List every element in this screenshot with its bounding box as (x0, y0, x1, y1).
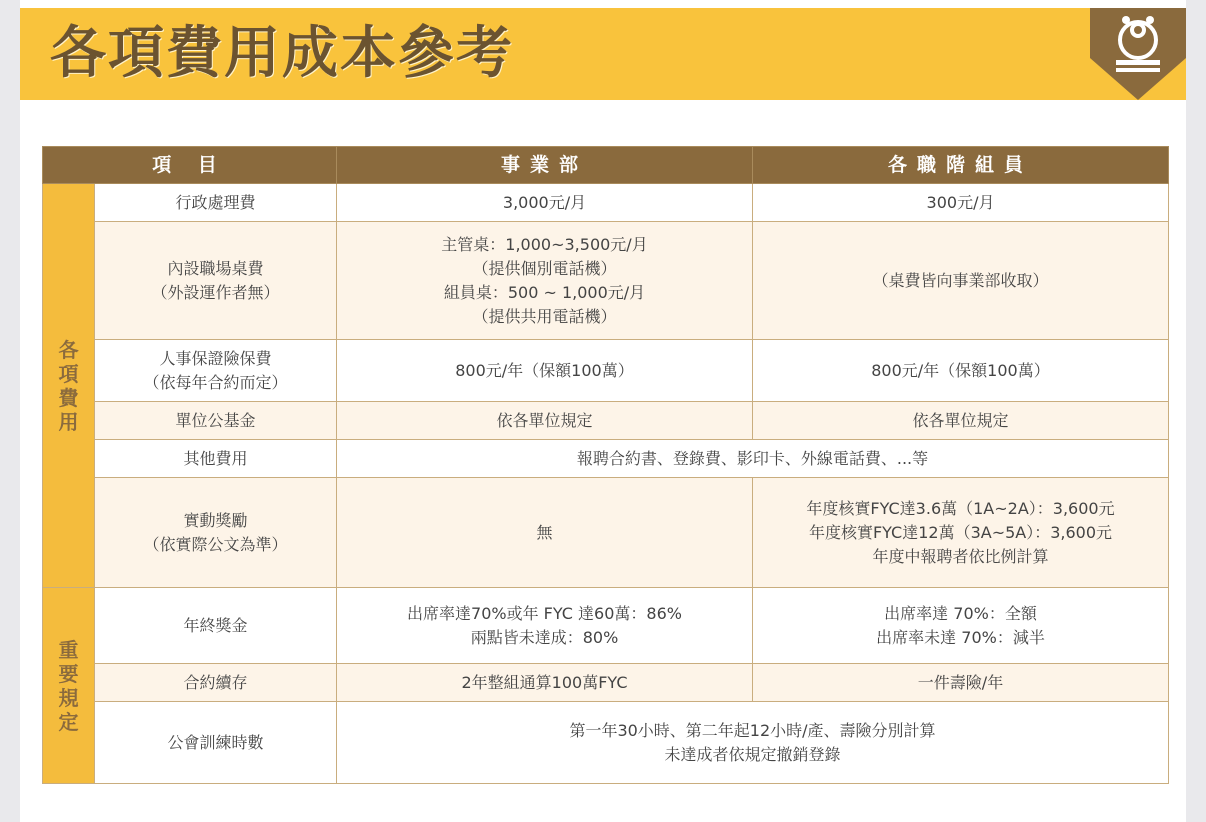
cell-text: 年度中報聘者依比例計算 (872, 546, 1049, 566)
dept-cell (337, 478, 753, 588)
table-row (43, 440, 1169, 478)
cell-text: 3,000元/月 (502, 192, 587, 212)
table-row (43, 664, 1169, 702)
table-row (43, 222, 1169, 340)
cell-text: 組員桌：500 ~ 1,000元/月 (443, 282, 646, 302)
cell-text: 年度核實FYC達12萬（3A~5A）：3,600元 (808, 522, 1113, 542)
cell-text: （依每年合約而定） (143, 372, 288, 392)
table-header-row (43, 147, 1169, 184)
cell-text: 出席率達 70%：全額 (884, 603, 1037, 623)
member-cell (753, 588, 1169, 664)
merged-cell (337, 440, 1169, 478)
cell-text: 一件壽險/年 (917, 672, 1004, 692)
cell-text: 主管桌：1,000~3,500元/月 (441, 234, 648, 254)
cell-text: （依實際公文為準） (143, 534, 288, 554)
dept-cell (337, 222, 753, 340)
group-char: 規 (58, 685, 79, 710)
member-cell (753, 664, 1169, 702)
table-row (43, 340, 1169, 402)
header-dept: 事業部 (337, 147, 753, 184)
member-cell (753, 340, 1169, 402)
item-cell (95, 664, 337, 702)
cell-text: （桌費皆向事業部收取） (872, 270, 1049, 290)
cell-text: 無 (536, 522, 553, 542)
item-cell (95, 588, 337, 664)
table-row (43, 478, 1169, 588)
table-row (43, 588, 1169, 664)
member-cell (753, 478, 1169, 588)
merged-cell (337, 702, 1169, 784)
cell-text: 其他費用 (183, 448, 248, 468)
group-char: 要 (58, 661, 79, 686)
table-row (43, 402, 1169, 440)
cell-text: 單位公基金 (175, 410, 256, 430)
cell-text: 合約續存 (183, 672, 248, 692)
group-char: 各 (58, 337, 79, 362)
cell-text: 報聘合約書、登錄費、影印卡、外線電話費、...等 (576, 448, 929, 468)
group-char: 用 (58, 409, 79, 434)
dept-cell (337, 340, 753, 402)
page (20, 0, 1186, 822)
item-cell (95, 440, 337, 478)
header-item: 項 目 (43, 147, 337, 184)
cell-text: 未達成者依規定撤銷登錄 (664, 744, 841, 764)
header-banner (20, 8, 1186, 100)
cell-text: 實動獎勵 (183, 510, 248, 530)
cell-text: 年終獎金 (183, 615, 248, 635)
group-char: 重 (58, 637, 79, 662)
cell-text: （提供共用電話機） (472, 306, 617, 326)
cell-text: 公會訓練時數 (167, 732, 264, 752)
member-cell (753, 222, 1169, 340)
cell-text: 300元/月 (926, 192, 995, 212)
item-cell (95, 402, 337, 440)
group-char: 費 (58, 385, 79, 410)
group-char: 定 (58, 709, 79, 734)
group-char: 項 (58, 361, 79, 386)
item-cell (95, 222, 337, 340)
cell-text: 出席率未達 70%：減半 (876, 627, 1045, 647)
cell-text: 800元/年（保額100萬） (871, 360, 1050, 380)
cell-text: 人事保證險保費 (159, 348, 272, 368)
item-cell (95, 478, 337, 588)
cell-text: 出席率達70%或年 FYC 達60萬：86% (407, 603, 682, 623)
member-cell (753, 184, 1169, 222)
dept-cell (337, 402, 753, 440)
cell-text: （提供個別電話機） (472, 258, 617, 278)
dept-cell (337, 664, 753, 702)
group-label-rules (43, 588, 95, 784)
cell-text: 依各單位規定 (496, 410, 593, 430)
cell-text: 800元/年（保額100萬） (455, 360, 634, 380)
dept-cell (337, 184, 753, 222)
cell-text: 年度核實FYC達3.6萬（1A~2A）：3,600元 (806, 498, 1115, 518)
cell-text: 兩點皆未達成：80% (470, 627, 619, 647)
group-label-fees (43, 184, 95, 588)
cell-text: 依各單位規定 (912, 410, 1009, 430)
cell-text: 內設職場桌費 (167, 258, 264, 278)
dept-cell (337, 588, 753, 664)
table-row (43, 184, 1169, 222)
crown-diamond-logo-icon (1090, 8, 1186, 100)
cell-text: 2年整組通算100萬FYC (461, 672, 628, 692)
cell-text: 第一年30小時、第二年起12小時/產、壽險分別計算 (569, 720, 936, 740)
page-title: 各項費用成本參考 (50, 21, 514, 86)
item-cell (95, 184, 337, 222)
cell-text: 行政處理費 (175, 192, 256, 212)
fee-table (42, 146, 1169, 784)
member-cell (753, 402, 1169, 440)
cell-text: （外設運作者無） (151, 282, 280, 302)
table-row (43, 702, 1169, 784)
item-cell (95, 340, 337, 402)
header-member: 各職階組員 (753, 147, 1169, 184)
item-cell (95, 702, 337, 784)
